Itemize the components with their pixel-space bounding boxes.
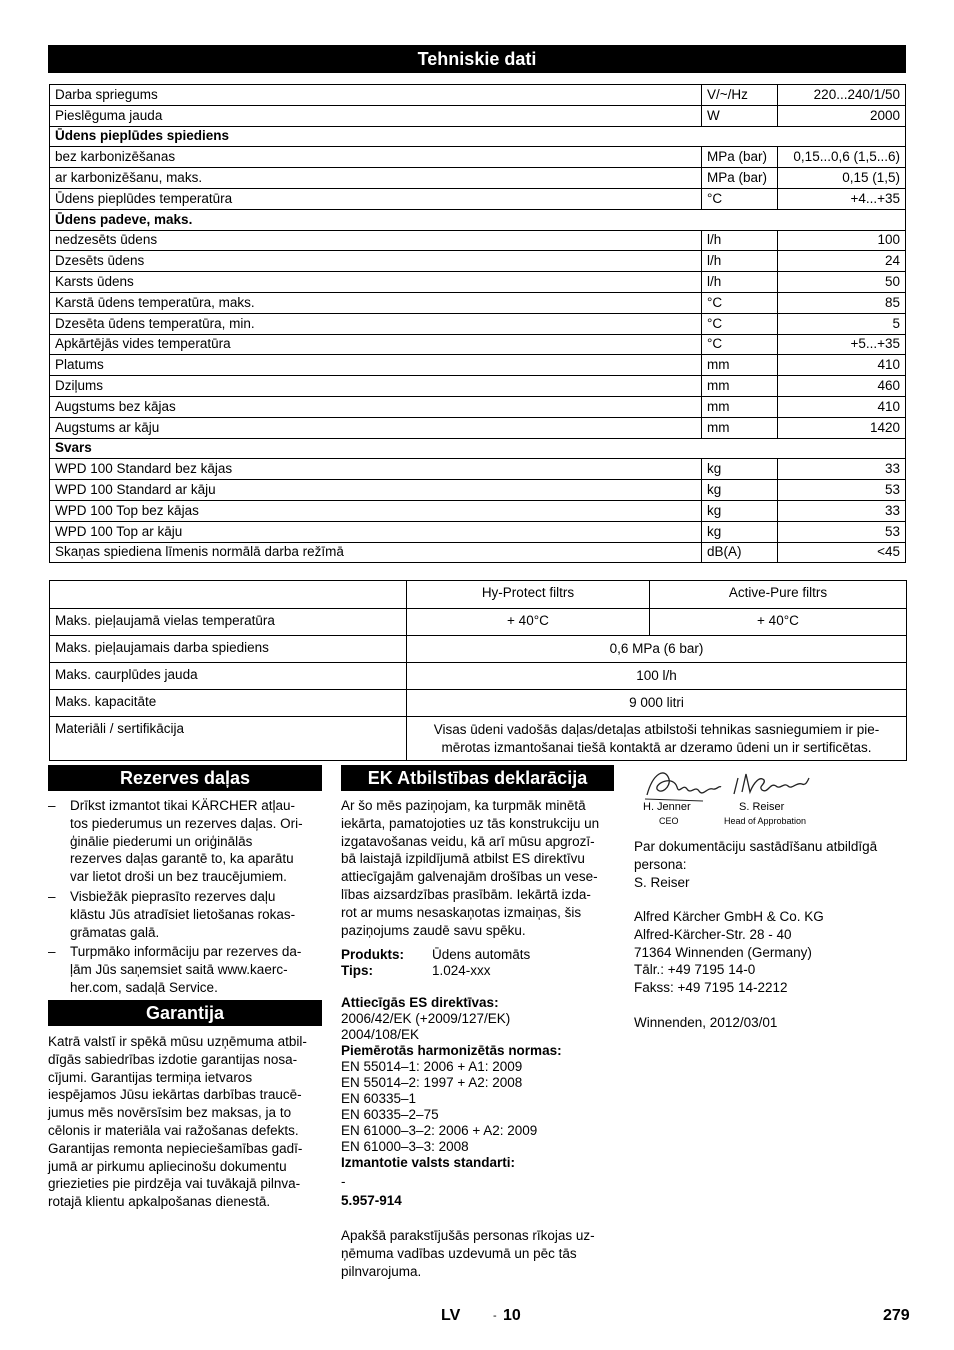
spec-group-header: Ūdens pieplūdes spiediens [50, 126, 906, 147]
spec-label: Pieslēguma jauda [50, 105, 702, 126]
filter-row [50, 690, 907, 717]
spec-unit: kg [702, 459, 778, 480]
spec-row [50, 168, 906, 189]
spec-unit: kg [702, 521, 778, 542]
ek-intro: Ar šo mēs paziņojam, ka turpmāk minētā iekārta, pamatojoties uz tās konstrukciju un izgatavošanas veidu, kā arī mūsu apgrozī- bā laistajā izpildījumā atbilst ES direktīvu attiecīgajām galvenajām drošības un vese- lības aizsardzības prasībām. Iekārtā izda- rot ar mums nesaskaņotas izmaiņas, šis paziņojums zaudē savu spēku. [341, 798, 600, 938]
spec-value: 1420 [778, 417, 906, 438]
spec-unit: MPa (bar) [702, 147, 778, 168]
spec-unit: V/~/Hz [702, 85, 778, 106]
spec-label: Platums [50, 355, 702, 376]
spec-row [50, 376, 906, 397]
filter-row [50, 717, 907, 761]
filter-value: 0,6 MPa (6 bar) [407, 636, 907, 663]
spec-row [50, 251, 906, 272]
spec-row [50, 105, 906, 126]
spec-row [50, 292, 906, 313]
filter-value: Visas ūdeni vadošās daļas/detaļas atbilstoši tehnikas sasniegumiem ir pie- mērotas izmantošanai tiešā kontaktā ar dzeramo ūdeni un ir sertificētas. [407, 717, 907, 761]
filter-value: 9 000 litri [407, 690, 907, 717]
product-value: Ūdens automāts [432, 947, 531, 963]
spec-label: Karsts ūdens [50, 272, 702, 293]
spec-row [50, 313, 906, 334]
spec-unit: mm [702, 355, 778, 376]
spec-row [50, 396, 906, 417]
spec-row [50, 147, 906, 168]
spec-value: 100 [778, 230, 906, 251]
filter-label: Maks. pieļaujamā vielas temperatūra [50, 609, 407, 636]
filter-value-activepure: + 40°C [649, 609, 906, 636]
spec-group-header: Ūdens padeve, maks. [50, 209, 906, 230]
spec-value: 5 [778, 313, 906, 334]
spec-label: Dzesēts ūdens [50, 251, 702, 272]
norm-item: EN 60335–1 [341, 1091, 417, 1107]
spec-unit: mm [702, 396, 778, 417]
norm-item: EN 55014–2: 1997 + A2: 2008 [341, 1075, 523, 1091]
spec-label: Dziļums [50, 376, 702, 397]
filter-label: Materiāli / sertifikācija [50, 717, 407, 761]
spec-label: Apkārtējās vides temperatūra [50, 334, 702, 355]
signature-name-2: S. Reiser [739, 801, 785, 813]
spec-unit: mm [702, 376, 778, 397]
filter-label: Maks. kapacitāte [50, 690, 407, 717]
footer-lang: LV [441, 1307, 461, 1324]
type-value: 1.024-xxx [432, 963, 491, 979]
directives-list [341, 1011, 621, 1043]
footer-local-page: 10 [503, 1307, 521, 1324]
spec-value: 460 [778, 376, 906, 397]
spec-group-header: Svars [50, 438, 906, 459]
spec-row [50, 500, 906, 521]
spare-parts-heading: Rezerves daļas [48, 765, 322, 791]
spec-unit: MPa (bar) [702, 168, 778, 189]
norm-item: EN 61000–3–3: 2008 [341, 1139, 469, 1155]
page-title: Tehniskie dati [48, 45, 906, 73]
spec-unit: °C [702, 188, 778, 209]
spec-row [50, 85, 906, 106]
warranty-heading: Garantija [48, 1000, 322, 1026]
spec-label: Darba spriegums [50, 85, 702, 106]
filter-col-activepure: Active-Pure filtrs [649, 581, 906, 609]
spec-value: 24 [778, 251, 906, 272]
spec-unit: W [702, 105, 778, 126]
norm-item: EN 61000–3–2: 2006 + A2: 2009 [341, 1123, 538, 1139]
signature-jenner-image [643, 765, 723, 805]
spec-row [50, 209, 906, 230]
spec-value: 0,15...0,6 (1,5...6) [778, 147, 906, 168]
spec-row [50, 334, 906, 355]
filter-row [50, 636, 907, 663]
ek-heading: EK Atbilstības deklarācija [341, 765, 614, 791]
filter-header-row [50, 581, 907, 609]
spec-value: +5...+35 [778, 334, 906, 355]
filter-label: Maks. caurplūdes jauda [50, 663, 407, 690]
spare-parts-item: – Visbiežāk pieprasīto rezerves daļu klāstu Jūs atradīsiet lietošanas rokas- grāmatas galā. [48, 888, 324, 941]
spec-row [50, 272, 906, 293]
spec-label: Augstums bez kājas [50, 396, 702, 417]
spec-value: 410 [778, 396, 906, 417]
spec-label: WPD 100 Standard bez kājas [50, 459, 702, 480]
spec-row [50, 188, 906, 209]
type-row [341, 963, 621, 979]
norms-label: Piemērotās harmonizētās normas: [341, 1043, 562, 1059]
spec-label: nedzesēts ūdens [50, 230, 702, 251]
spec-row [50, 459, 906, 480]
product-code: 5.957-914 [341, 1193, 402, 1209]
footer-separator: - [493, 1310, 497, 1322]
signature-role-1: CEO [659, 816, 679, 826]
spec-value: 53 [778, 521, 906, 542]
spec-row [50, 438, 906, 459]
filter-col-hyprotect: Hy-Protect filtrs [407, 581, 650, 609]
ek-closing: Apakšā parakstījušās personas rīkojas uz- ņēmuma vadības uzdevumā un pēc tās pilnvarojuma. [341, 1228, 595, 1279]
spec-unit: l/h [702, 272, 778, 293]
spec-unit: °C [702, 292, 778, 313]
spec-row [50, 521, 906, 542]
spec-unit: dB(A) [702, 542, 778, 563]
spec-row [50, 542, 906, 563]
directives-label: Attiecīgās ES direktīvas: [341, 995, 499, 1011]
spec-unit: °C [702, 313, 778, 334]
spare-parts-item: – Drīkst izmantot tikai KÄRCHER atļau- tos piederumus un rezerves daļas. Ori- ģinālie piederumi un oriģinālās rezerves daļas garantē to, ka aparātu var lietot droši un bez traucējumiem. [48, 797, 324, 886]
spec-value: 410 [778, 355, 906, 376]
spec-row [50, 480, 906, 501]
spec-label: Augstums ar kāju [50, 417, 702, 438]
spec-label: ar karbonizēšanu, maks. [50, 168, 702, 189]
directive-item: 2006/42/EK (+2009/127/EK) [341, 1011, 511, 1027]
spec-value: <45 [778, 542, 906, 563]
filter-row [50, 609, 907, 636]
spec-label: WPD 100 Top ar kāju [50, 521, 702, 542]
company-address: Alfred Kärcher GmbH & Co. KG Alfred-Kärcher-Str. 28 - 40 71364 Winnenden (Germany) Tālr.: +49 7195 14-0 Fakss: +49 7195 14-2212 [634, 909, 824, 996]
spec-label: Skaņas spiediena līmenis normālā darba režīmā [50, 542, 702, 563]
spare-parts-list [48, 797, 324, 997]
product-label: Produkts: [341, 947, 405, 963]
spec-value: 0,15 (1,5) [778, 168, 906, 189]
national-label: Izmantotie valsts standarti: [341, 1155, 516, 1171]
spec-value: 85 [778, 292, 906, 313]
filter-row [50, 663, 907, 690]
filter-value: 100 l/h [407, 663, 907, 690]
warranty-text: Katrā valstī ir spēkā mūsu uzņēmuma atbil- dīgās sabiedrības izdotie garantijas nosa- cījumi. Garantijas termiņa ietvaros iespējamos Jūsu iekārtas darbības traucē- jumus mēs novērsīsim bez maksas, ja to cēlonis ir materiāla vai ražošanas defekts. Garantijas remonta nepieciešamības gadī- jumā ar pirkumu apliecinošu dokumentu griezieties pie pirdzēja vai tuvākajā pilnva- rotajā klientu apkalpošanas dienestā. [48, 1034, 307, 1210]
spec-value: 50 [778, 272, 906, 293]
spec-label: WPD 100 Top bez kājas [50, 500, 702, 521]
spec-unit: l/h [702, 230, 778, 251]
spec-row [50, 417, 906, 438]
signature-name-1: H. Jenner [643, 801, 691, 813]
spec-label: bez karbonizēšanas [50, 147, 702, 168]
spec-row [50, 230, 906, 251]
spare-parts-item: – Turpmāko informāciju par rezerves da- ļām Jūs saņemsiet saitā www.kaerc- her.com, sadaļā Service. [48, 943, 324, 996]
spec-unit: mm [702, 417, 778, 438]
norms-list [341, 1059, 621, 1155]
doc-person: Par dokumentāciju sastādīšanu atbildīgā persona: S. Reiser [634, 839, 878, 890]
national-value: - [341, 1174, 346, 1190]
filter-label: Maks. pieļaujamais darba spiediens [50, 636, 407, 663]
filter-header-empty [50, 581, 407, 609]
spec-label: WPD 100 Standard ar kāju [50, 480, 702, 501]
spec-label: Ūdens pieplūdes temperatūra [50, 188, 702, 209]
spare-parts-section [48, 797, 324, 999]
signature-reiser-image [730, 768, 810, 804]
spec-row [50, 126, 906, 147]
spec-value: 2000 [778, 105, 906, 126]
spec-label: Dzesēta ūdens temperatūra, min. [50, 313, 702, 334]
spec-label: Karstā ūdens temperatūra, maks. [50, 292, 702, 313]
spec-unit: kg [702, 480, 778, 501]
spec-value: +4...+35 [778, 188, 906, 209]
spec-row [50, 355, 906, 376]
ek-section [341, 797, 621, 1281]
spec-value: 220...240/1/50 [778, 85, 906, 106]
directive-item: 2004/108/EK [341, 1027, 420, 1043]
type-label: Tips: [341, 963, 374, 979]
spec-value: 33 [778, 459, 906, 480]
spec-value: 33 [778, 500, 906, 521]
norm-item: EN 55014–1: 2006 + A1: 2009 [341, 1059, 523, 1075]
product-row [341, 947, 621, 963]
spec-value: 53 [778, 480, 906, 501]
norm-item: EN 60335–2–75 [341, 1107, 439, 1123]
spec-unit: kg [702, 500, 778, 521]
spec-unit: l/h [702, 251, 778, 272]
spec-unit: °C [702, 334, 778, 355]
spec-table [49, 84, 906, 563]
page-number: 279 [883, 1307, 910, 1324]
filter-value-hyprotect: + 40°C [407, 609, 650, 636]
filter-table [49, 580, 907, 761]
signature-role-2: Head of Approbation [724, 816, 807, 826]
place-date: Winnenden, 2012/03/01 [634, 1015, 778, 1030]
